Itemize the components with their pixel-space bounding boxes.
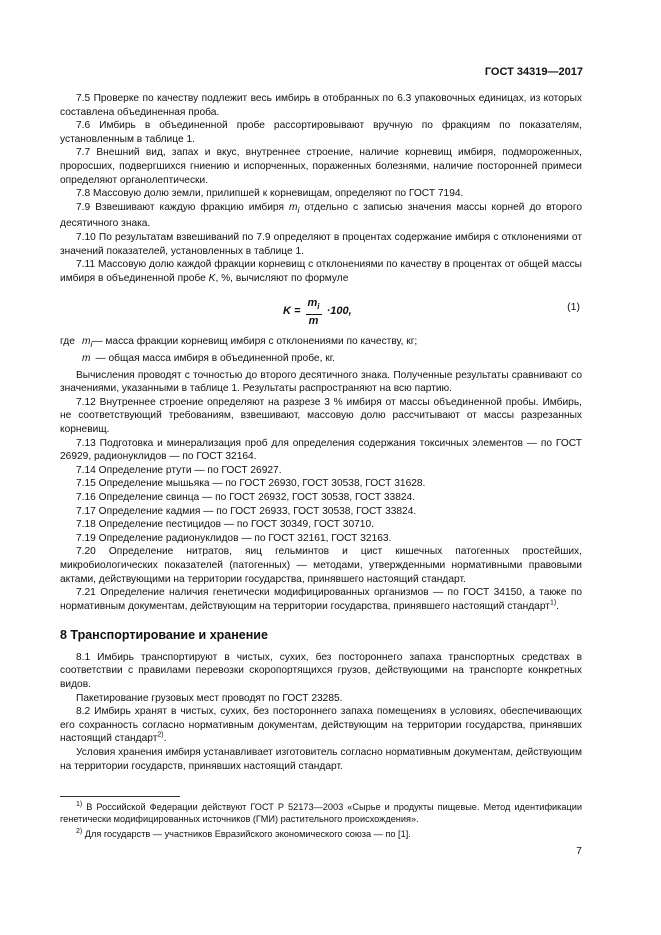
formula: K = $\frac{m_i}{m}$ ·100, [283, 297, 352, 327]
paragraph: 7.12 Внутреннее строение определяют на разрезе 3 % имбиря от массы объединенной пробы. Имбирь, не соответствующий требованиям, взвешивают, массовую долю рассчитывают от массы разрезанных корневищ. [60, 396, 582, 435]
equation-number: (1) [567, 301, 580, 314]
paragraph-8-2: 8.2 Имбирь хранят в чистых, сухих, без постороннего запаха помещениях в условиях, обеспечивающих его сохранность согласно нормативным документам, действующим на территории государства, принявших настоящий стандарт$^{2)}$. [60, 706, 582, 745]
paragraph: 7.18 Определение пестицидов — по ГОСТ 30349, ГОСТ 30710. [76, 519, 374, 531]
document-body [60, 92, 582, 773]
standard-header: ГОСТ 34319—2017 [484, 66, 583, 78]
paragraph-7-9: 7.9 Взвешивают каждую фракцию имбиря $m_i$ отдельно с записью значения массы корней до второго десятичного знака. [60, 201, 582, 230]
paragraph: 7.8 Массовую долю земли, прилипшей к корневищам, определяют по ГОСТ 7194. [76, 188, 464, 200]
where-list [60, 335, 582, 368]
paragraph-group-a [60, 92, 582, 201]
paragraph: 8.1 Имбирь транспортируют в чистых, сухих, без постороннего запаха транспортных средствах в соответствии с правилами перевозки скоропортящихся грузов, действующими на транспорте конкретных видов. [60, 651, 582, 691]
paragraph-group-c [60, 369, 582, 587]
paragraph: 7.13 Подготовка и минерализация проб для определения содержания токсичных элементов — по ГОСТ 26929, радионуклидов — по ГОСТ 32164. [60, 437, 582, 463]
paragraph: 7.20 Определение нитратов, яиц гельминтов и цист кишечных патогенных простейших, микробиологических показателей (патогенных) — методами, утвержденными нормативными правовыми актами, действующими на территории государства, принявшего настоящий стандарт. [60, 546, 582, 585]
paragraph: Условия хранения имбиря устанавливает изготовитель согласно нормативным документам, действующим на территории государств, принявших настоящий стандарт. [60, 747, 582, 772]
paragraph: Пакетирование грузовых мест проводят по ГОСТ 23285. [76, 692, 343, 704]
paragraph: 7.16 Определение свинца — по ГОСТ 26932, ГОСТ 30538, ГОСТ 33824. [76, 491, 416, 503]
paragraph: 7.14 Определение ртути — по ГОСТ 26927. [76, 464, 282, 476]
where-item: m — общая масса имбиря в объединенной пробе, кг. [82, 352, 336, 364]
paragraph: 7.10 По результатам взвешиваний по 7.9 определяют в процентах содержание имбиря с отклонениями от значений показателей, установленных в таблице 1. [60, 231, 582, 257]
page-number: 7 [576, 845, 582, 857]
footnote: $^{1)}$ В Российской Федерации действуют ГОСТ Р 52173—2003 «Сырье и продукты пищевые. Метод идентификации генетически модифицированных источников (ГМИ) растительного происхождения». [60, 800, 582, 824]
paragraph: Вычисления проводят с точностью до второго десятичного знака. Полученные результаты сравнивают со значениями, указанными в таблице 1. Результаты распространяют на всю партию. [60, 369, 582, 395]
section-heading: 8 Транспортирование и хранение [60, 628, 268, 643]
footnotes [60, 801, 582, 843]
paragraph: 7.15 Определение мышьяка — по ГОСТ 26930, ГОСТ 30538, ГОСТ 31628. [76, 478, 426, 490]
paragraph: 7.7 Внешний вид, запах и вкус, внутреннее строение, наличие корневищ имбиря, подмороженных, проросших, подвергшихся гниению и испорченных, пораженных болезнями, наличие посторонней примеси определяют органолептически. [60, 147, 582, 186]
formula-block [60, 293, 582, 329]
paragraph-7-21: 7.21 Определение наличия генетически модифицированных организмов — по ГОСТ 34150, а также по нормативным документам, действующим на территории государства, принявшего настоящий стандарт$^{1)}$. [60, 587, 582, 612]
paragraph: 7.19 Определение радионуклидов — по ГОСТ 32161, ГОСТ 32163. [76, 532, 392, 544]
paragraph: 7.5 Проверке по качеству подлежит весь имбирь в отобранных по 6.3 упаковочных единицах, из которых составлена объединенная проба. [60, 93, 582, 118]
where-item: где $m_i$ — масса фракции корневищ имбиря с отклонениями по качеству, кг; [60, 336, 418, 350]
paragraph: 7.17 Определение кадмия — по ГОСТ 26933, ГОСТ 30538, ГОСТ 33824. [76, 505, 417, 517]
footnote-divider [60, 796, 180, 797]
formula-fraction: $\frac{m_i}{m}$ [307, 297, 320, 327]
footnote: $^{2)}$ Для государств — участников Евразийского экономического союза — по [1]. [76, 827, 411, 839]
footnote-ref[interactable]: 1) [549, 599, 557, 607]
paragraph-7-11: 7.11 Массовую долю каждой фракции корневищ с отклонениями по качеству в процентах от общей массы имбиря в объединенной пробе K, %, вычисляют по формуле [60, 259, 582, 284]
paragraph: 7.6 Имбирь в объединенной пробе рассортировывают вручную по фракциям по показателям, установленным в таблице 1. [60, 120, 582, 145]
footnote-ref[interactable]: 2) [157, 732, 164, 740]
